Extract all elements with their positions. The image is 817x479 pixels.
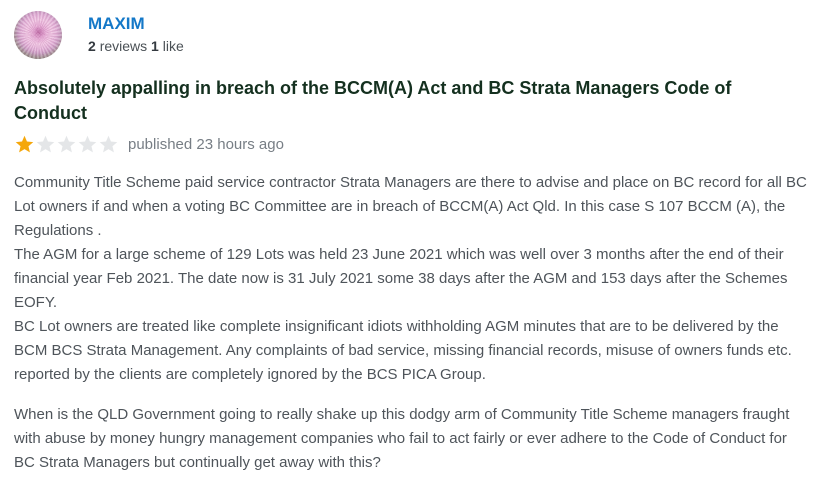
star-icon	[35, 134, 56, 155]
review-paragraph: BC Lot owners are treated like complete insignificant idiots withholding AGM minutes that are to be delivered by the BCM BCS Strata Management. Any complaints of bad service, missing financial records, misuse of owners funds etc. reported by the clients are completely ignored by the BCS PICA Group.	[14, 318, 792, 383]
published-timestamp: published 23 hours ago	[128, 135, 284, 153]
reviewer-meta	[88, 11, 184, 55]
likes-label: like	[162, 38, 184, 54]
rating-row	[14, 132, 809, 156]
reviewer-header	[14, 11, 809, 59]
star-icon	[98, 134, 119, 155]
reviews-label: reviews	[99, 38, 148, 54]
review-title: Absolutely appalling in breach of the BCCM(A) Act and BC Strata Managers Code of Conduct	[14, 78, 732, 123]
reviews-count: 2	[88, 38, 96, 54]
star-icon	[56, 134, 77, 155]
star-rating	[14, 134, 119, 155]
review-paragraph: The AGM for a large scheme of 129 Lots was held 23 June 2021 which was well over 3 months after the end of their financial year Feb 2021. The date now is 31 July 2021 some 38 days after the AGM and 153 days after the Schemes EOFY.	[14, 246, 788, 311]
likes-count: 1	[151, 38, 159, 54]
review-paragraph: Community Title Scheme paid service contractor Strata Managers are there to advise and place on BC record for all BC Lot owners if and when a voting BC Committee are in breach of BCCM(A) Act Qld. In this case S 107 BCCM (A), the Regulations .	[14, 174, 807, 239]
star-icon	[14, 134, 35, 155]
review-body	[14, 171, 809, 475]
star-icon	[77, 134, 98, 155]
review-paragraph: When is the QLD Government going to really shake up this dodgy arm of Community Title Scheme managers fraught with abuse by money hungry management companies who fail to act fairly or ever adhere to the Code of Conduct for BC Strata Managers but continually get away with this?	[14, 406, 790, 471]
reviewer-name-link[interactable]: MAXIM	[88, 14, 145, 33]
avatar[interactable]	[14, 11, 62, 59]
reviewer-stats	[88, 37, 184, 55]
